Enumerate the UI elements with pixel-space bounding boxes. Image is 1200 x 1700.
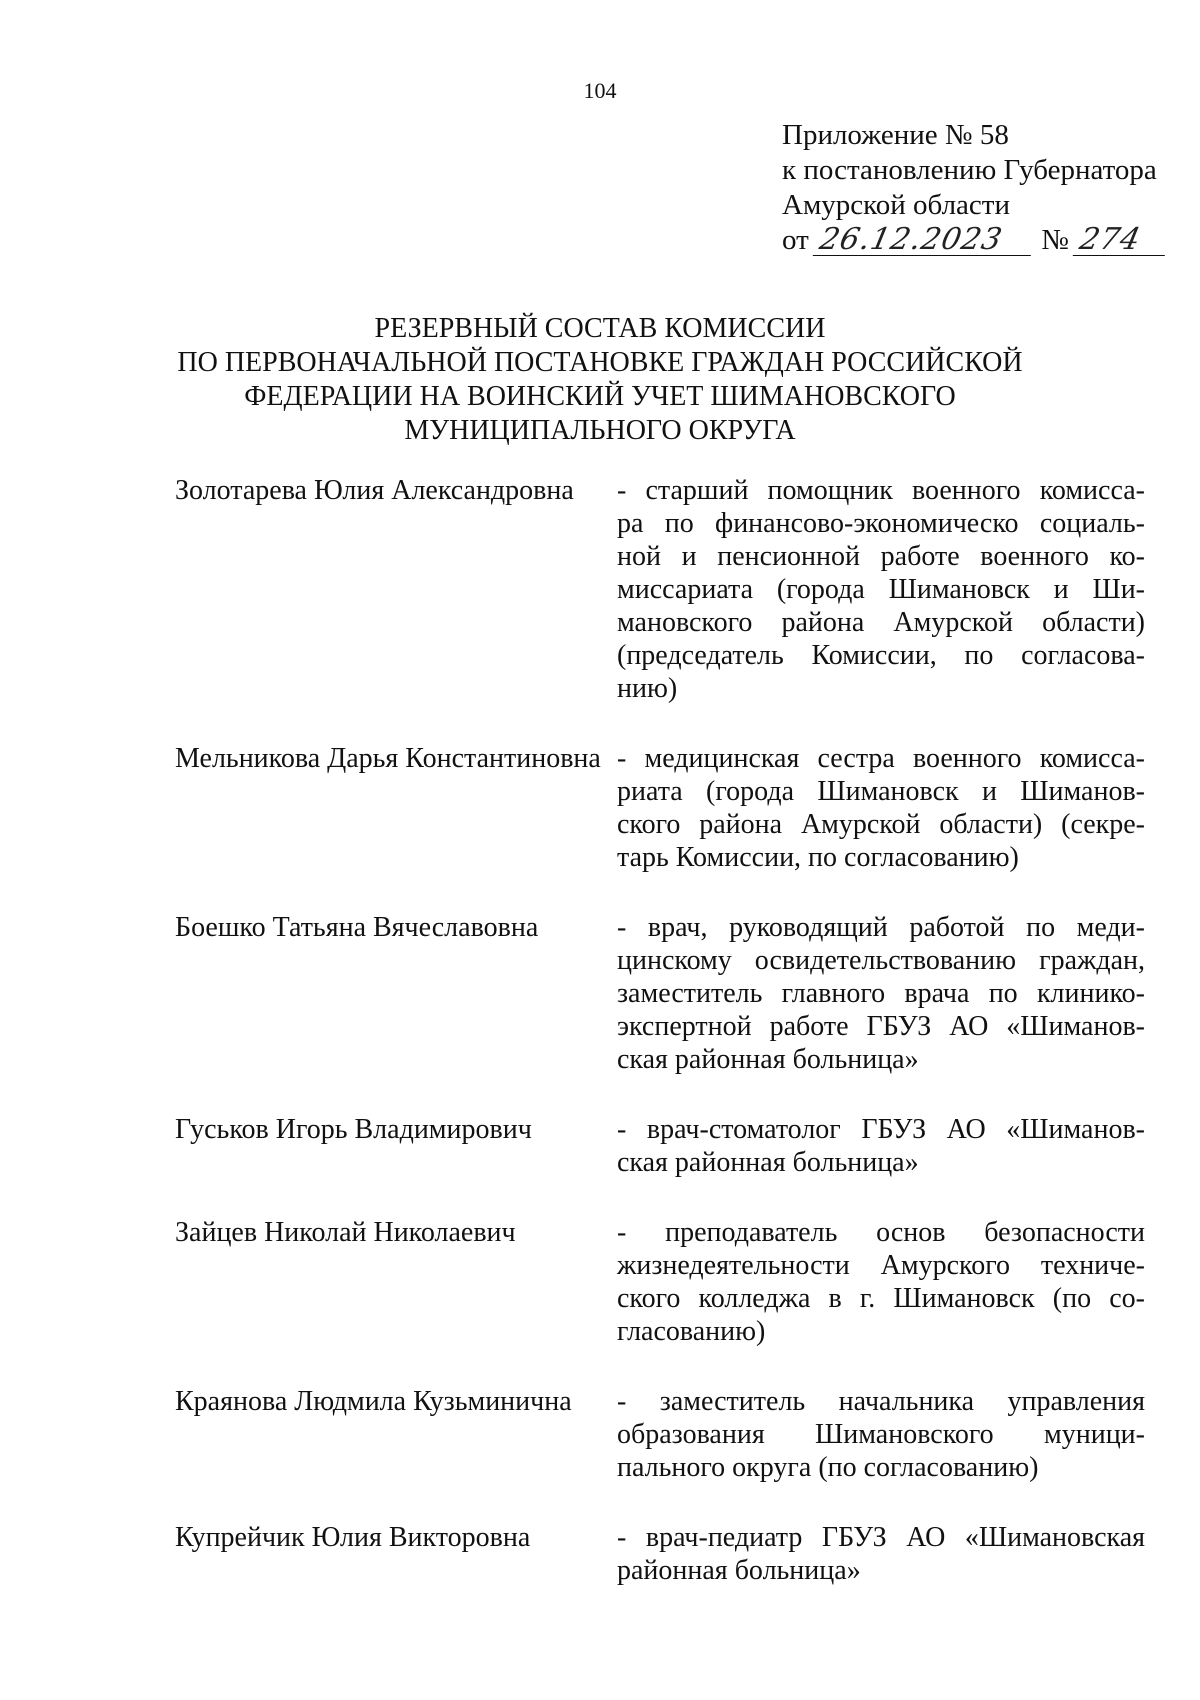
member-role-line: экспертной работе ГБУЗ АО «Шиманов- bbox=[617, 1011, 1145, 1042]
member-row bbox=[175, 911, 1145, 1076]
member-row bbox=[175, 474, 1145, 705]
member-role bbox=[617, 1521, 1145, 1587]
member-role bbox=[617, 1385, 1145, 1484]
title-line-3: ФЕДЕРАЦИИ НА ВОИНСКИЙ УЧЕТ ШИМАНОВСКОГО bbox=[244, 381, 956, 412]
member-role-line: - медицинская сестра военного комисса- bbox=[617, 743, 1145, 774]
member-role-line: цинскому освидетельствованию граждан, bbox=[617, 945, 1145, 976]
title-line-4: МУНИЦИПАЛЬНОГО ОКРУГА bbox=[404, 415, 796, 446]
member-role-line: - врач, руководящий работой по меди- bbox=[617, 912, 1145, 943]
handwritten-date: 26.12.2023 bbox=[813, 225, 1038, 256]
appendix-region: Амурской области bbox=[782, 189, 1010, 221]
member-role-line: районная больница» bbox=[617, 1555, 861, 1586]
handwritten-number: 274 bbox=[1073, 225, 1172, 256]
member-name: Гуськов Игорь Владимирович bbox=[175, 1114, 532, 1145]
member-role-line: пального округа (по согласованию) bbox=[617, 1452, 1039, 1483]
member-role bbox=[617, 911, 1145, 1076]
member-role-line: образования Шимановского муници- bbox=[617, 1419, 1145, 1450]
number-prefix: № bbox=[1041, 224, 1069, 256]
members-list bbox=[175, 474, 1145, 1624]
member-row bbox=[175, 1216, 1145, 1348]
member-role-line: тарь Комиссии, по согласованию) bbox=[617, 842, 1019, 873]
member-role bbox=[617, 1113, 1145, 1179]
member-row bbox=[175, 742, 1145, 874]
page-number: 104 bbox=[583, 78, 617, 103]
member-role-line: ского района Амурской области) (секре- bbox=[617, 809, 1145, 840]
appendix-reference: к постановлению Губернатора bbox=[782, 154, 1157, 186]
member-role-line: заместитель главного врача по клинико- bbox=[617, 978, 1145, 1009]
member-name: Зайцев Николай Николаевич bbox=[175, 1217, 516, 1248]
member-name: Боешко Татьяна Вячеславовна bbox=[175, 912, 539, 943]
member-role-line: риата (города Шимановск и Шиманов- bbox=[617, 776, 1145, 807]
member-role-line: - старший помощник военного комисса- bbox=[617, 475, 1145, 506]
document-title bbox=[0, 312, 1200, 448]
member-name: Краянова Людмила Кузьминична bbox=[175, 1386, 572, 1417]
member-role-line: - заместитель начальника управления bbox=[617, 1386, 1145, 1417]
member-role-line: ной и пенсионной работе военного ко- bbox=[617, 541, 1145, 572]
member-role-line: ская районная больница» bbox=[617, 1147, 919, 1178]
member-role-line: ского колледжа в г. Шимановск (по со- bbox=[617, 1283, 1145, 1314]
member-name: Золотарева Юлия Александровна bbox=[175, 475, 574, 506]
member-role bbox=[617, 1216, 1145, 1348]
member-role-line: гласованию) bbox=[617, 1316, 766, 1347]
member-role-line: миссариата (города Шимановск и Ши- bbox=[617, 574, 1145, 605]
member-role-line: - врач-стоматолог ГБУЗ АО «Шиманов- bbox=[617, 1114, 1145, 1145]
member-row bbox=[175, 1385, 1145, 1484]
appendix-block bbox=[782, 118, 1182, 258]
member-role-line: жизнедеятельности Амурского техниче- bbox=[617, 1250, 1145, 1281]
appendix-title: Приложение № 58 bbox=[782, 119, 1009, 151]
date-prefix: от bbox=[782, 224, 809, 256]
member-role-line: ская районная больница» bbox=[617, 1044, 919, 1075]
member-role-line: нию) bbox=[617, 673, 678, 704]
member-role-line: (председатель Комиссии, по согласова- bbox=[617, 640, 1145, 671]
member-role-line: мановского района Амурской области) bbox=[617, 607, 1145, 638]
member-role-line: - врач-педиатр ГБУЗ АО «Шимановская bbox=[617, 1522, 1145, 1553]
member-role-line: ра по финансово-экономическо социаль- bbox=[617, 508, 1145, 539]
title-line-2: ПО ПЕРВОНАЧАЛЬНОЙ ПОСТАНОВКЕ ГРАЖДАН РОССИЙСКОЙ bbox=[177, 347, 1023, 378]
appendix-date-line bbox=[782, 223, 1182, 258]
member-row bbox=[175, 1521, 1145, 1587]
member-name: Мельникова Дарья Константиновна bbox=[175, 743, 601, 774]
member-role-line: - преподаватель основ безопасности bbox=[617, 1217, 1145, 1248]
member-row bbox=[175, 1113, 1145, 1179]
title-line-1: РЕЗЕРВНЫЙ СОСТАВ КОМИССИИ bbox=[374, 313, 826, 344]
member-name: Купрейчик Юлия Викторовна bbox=[175, 1522, 531, 1553]
member-role bbox=[617, 742, 1145, 874]
member-role bbox=[617, 474, 1145, 705]
